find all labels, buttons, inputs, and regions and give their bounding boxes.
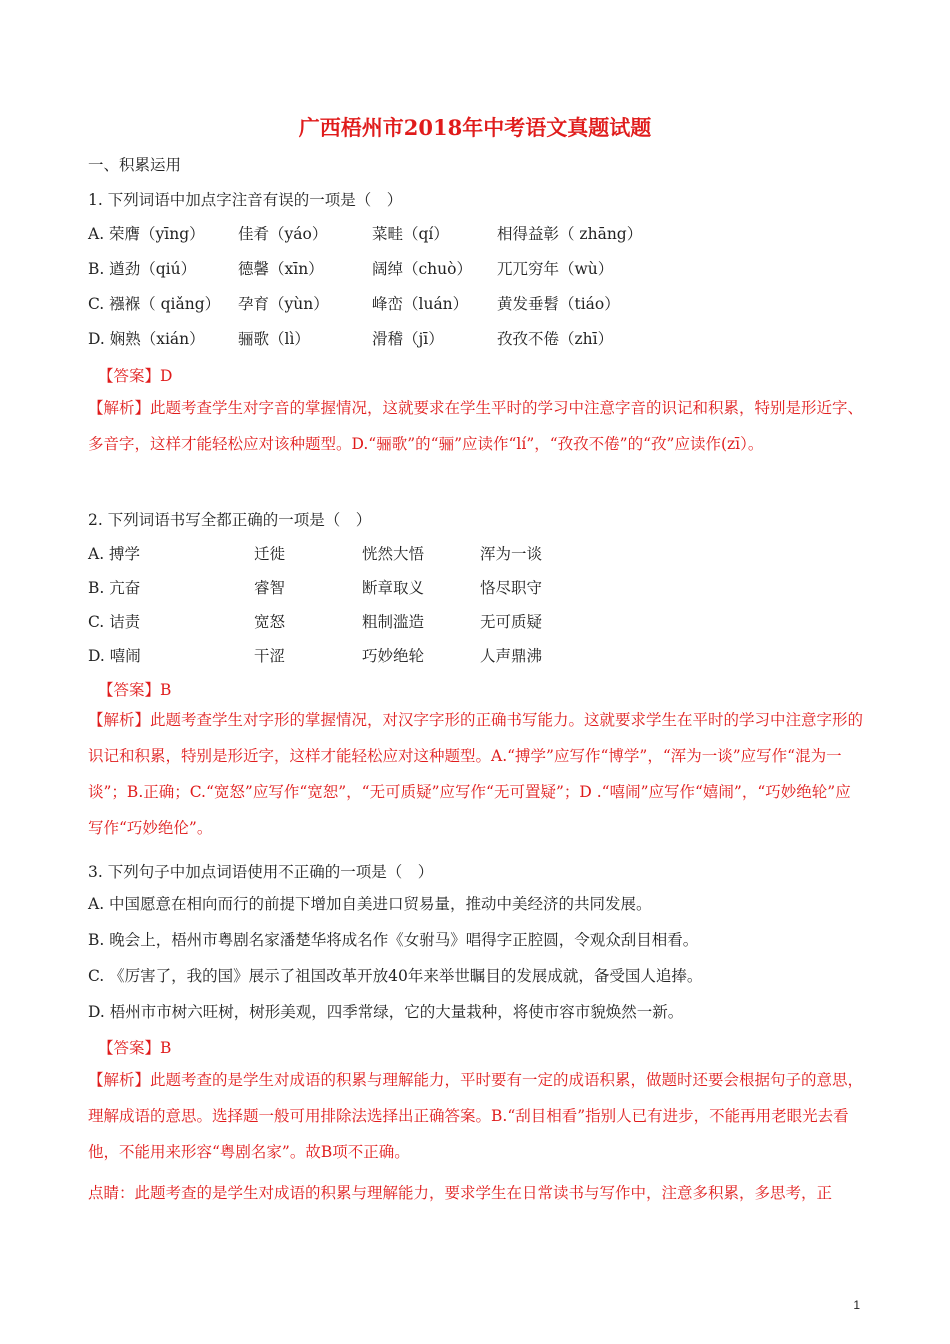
- section-heading: 一、积累运用: [88, 156, 182, 174]
- q2-option-b-2: 睿智: [254, 579, 286, 597]
- q2-option-c-3: 粗制滥造: [362, 613, 425, 631]
- q1-option-d-3: 滑稽（jī）: [372, 330, 444, 348]
- q1-option-d-4: 孜孜不倦（zhī）: [497, 330, 614, 348]
- q1-option-b-3: 阔绰（chuò）: [372, 260, 472, 278]
- q1-option-c-3: 峰峦（luán）: [372, 295, 469, 313]
- q1-explanation: 【解析】此题考查学生对字音的掌握情况，这就要求在学生平时的学习中注意字音的识记和积累，特别是形近字、多音字，这样才能轻松应对该种题型。D.“骊歌”的“骊”应读作“lí”，“孜孜不倦”的“孜”应读作(zī）。: [88, 399, 864, 453]
- q2-option-a-3: 恍然大悟: [362, 545, 425, 563]
- q1-stem: 1. 下列词语中加点字注音有误的一项是（ ）: [88, 191, 403, 209]
- q2-stem: 2. 下列词语书写全都正确的一项是（ ）: [88, 511, 372, 529]
- q1-option-c-1: C. 襁褓（ qiǎng）: [88, 295, 221, 313]
- document-title: 广西梧州市2018年中考语文真题试题: [298, 115, 652, 140]
- q3-answer: 【答案】B: [98, 1039, 172, 1057]
- q1-option-b-1: B. 遒劲（qiú）: [88, 260, 197, 278]
- q1-option-d-2: 骊歌（lì）: [238, 330, 310, 348]
- q2-option-c-2: 宽怒: [254, 613, 286, 631]
- q2-answer: 【答案】B: [98, 681, 172, 699]
- q3-option-a: A. 中国愿意在相向而行的前提下增加自美进口贸易量，推动中美经济的共同发展。: [88, 895, 652, 913]
- q1-option-a-3: 菜畦（qí）: [372, 225, 449, 243]
- q1-option-b-2: 德馨（xīn）: [238, 260, 324, 278]
- q1-option-a-4: 相得益彰（ zhāng）: [497, 225, 643, 243]
- q2-option-d-3: 巧妙绝轮: [362, 647, 425, 665]
- page-number: 1: [853, 1298, 860, 1312]
- q2-option-d-2: 干涩: [254, 647, 286, 665]
- q1-option-d-1: D. 娴熟（xián）: [88, 330, 205, 348]
- q2-option-a-2: 迁徙: [254, 545, 286, 563]
- q3-option-b: B. 晚会上，梧州市粤剧名家潘楚华将成名作《女驸马》唱得字正腔圆，令观众刮目相看。: [88, 931, 699, 949]
- q2-option-d-4: 人声鼎沸: [480, 647, 543, 665]
- q1-answer: 【答案】D: [98, 367, 173, 385]
- q2-option-b-3: 断章取义: [362, 579, 425, 597]
- q3-explanation: 【解析】此题考查的是学生对成语的积累与理解能力，平时要有一定的成语积累，做题时还要会根据句子的意思，理解成语的意思。选择题一般可用排除法选择出正确答案。B.“刮目相看”指别人已有进步，不能再用老眼光去看他，不能用来形容“粤剧名家”。故B项不正确。: [88, 1071, 864, 1161]
- q2-option-d-1: D. 嘻闹: [88, 647, 141, 665]
- q1-option-b-4: 兀兀穷年（wù）: [497, 260, 614, 278]
- q1-option-a-2: 佳肴（yáo）: [238, 225, 328, 243]
- q3-option-c: C. 《厉害了，我的国》展示了祖国改革开放40年来举世瞩目的发展成就，备受国人追捧。: [88, 967, 703, 985]
- q2-explanation: 【解析】此题考查学生对字形的掌握情况，对汉字字形的正确书写能力。这就要求学生在平时的学习中注意字形的识记和积累，特别是形近字，这样才能轻松应对这种题型。A.“搏学”应写作“博学”，“浑为一谈”应写作“混为一谈”；B.正确；C.“宽怒”应写作“宽恕”，“无可质疑”应写作“无可置疑”；D .“嘻闹”应写作“嬉闹”，“巧妙绝轮”应写作“巧妙绝伦”。: [88, 711, 864, 837]
- q3-tip: 点睛：此题考查的是学生对成语的积累与理解能力，要求学生在日常读书与写作中，注意多积累，多思考，正: [88, 1184, 833, 1202]
- q2-option-c-1: C. 诘责: [88, 613, 141, 631]
- q2-option-a-1: A. 搏学: [88, 545, 141, 563]
- q2-option-b-4: 恪尽职守: [480, 579, 543, 597]
- q2-option-c-4: 无可质疑: [480, 613, 543, 631]
- q3-option-d: D. 梧州市市树六旺树，树形美观，四季常绿，它的大量栽种，将使市容市貌焕然一新。: [88, 1003, 684, 1021]
- q2-option-a-4: 浑为一谈: [480, 545, 543, 563]
- q1-option-c-4: 黄发垂髫（tiáo）: [497, 295, 620, 313]
- q1-option-c-2: 孕育（yùn）: [238, 295, 329, 313]
- q3-stem: 3. 下列句子中加点词语使用不正确的一项是（ ）: [88, 863, 434, 881]
- q1-option-a-1: A. 荣膺（yīng）: [88, 225, 205, 243]
- q2-option-b-1: B. 亢奋: [88, 579, 141, 597]
